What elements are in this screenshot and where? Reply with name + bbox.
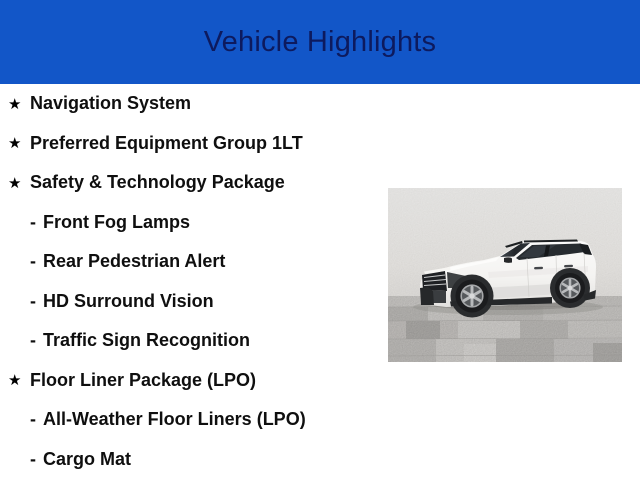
- door-handle: [564, 265, 573, 268]
- dash-bullet: -: [30, 330, 36, 351]
- dash-bullet: -: [30, 448, 36, 469]
- star-bullet-icon: ★: [8, 95, 22, 113]
- highlight-label: Traffic Sign Recognition: [43, 330, 251, 351]
- highlight-subitem: [0, 440, 388, 480]
- star-bullet-icon: ★: [8, 135, 22, 153]
- highlight-subitem: [0, 400, 388, 440]
- front-wheel: [456, 280, 489, 313]
- highlights-list: [0, 84, 388, 479]
- highlight-subitem: [0, 321, 388, 361]
- highlight-label: Floor Liner Package (LPO): [30, 369, 257, 390]
- dash-bullet: -: [30, 290, 36, 311]
- highlight-label: All-Weather Floor Liners (LPO): [43, 409, 306, 430]
- dash-bullet: -: [30, 251, 36, 272]
- star-bullet-icon: ★: [8, 372, 22, 390]
- highlight-item: [0, 124, 388, 164]
- highlight-label: Cargo Mat: [43, 448, 132, 469]
- vehicle-photo: [388, 188, 622, 362]
- rear-wheel: [555, 273, 585, 303]
- highlight-subitem: [0, 203, 388, 243]
- highlight-label: Rear Pedestrian Alert: [43, 251, 226, 272]
- highlight-label: Navigation System: [30, 93, 192, 114]
- door-handle: [534, 267, 543, 270]
- highlight-label: Safety & Technology Package: [30, 172, 285, 193]
- highlight-label: HD Surround Vision: [43, 290, 214, 311]
- highlight-label: Preferred Equipment Group 1LT: [30, 132, 303, 153]
- vehicle-photo-graphic: [388, 188, 622, 362]
- dash-bullet: -: [30, 211, 36, 232]
- highlight-subitem: [0, 242, 388, 282]
- dash-bullet: -: [30, 409, 36, 430]
- page-title: Vehicle Highlights: [203, 25, 437, 58]
- highlight-subitem: [0, 282, 388, 322]
- highlight-item: [0, 163, 388, 203]
- highlight-label: Front Fog Lamps: [43, 211, 190, 232]
- header-banner: [0, 0, 640, 84]
- highlight-item: [0, 361, 388, 401]
- highlight-item: [0, 84, 388, 124]
- suv-mirror: [504, 257, 512, 263]
- star-bullet-icon: ★: [8, 174, 22, 192]
